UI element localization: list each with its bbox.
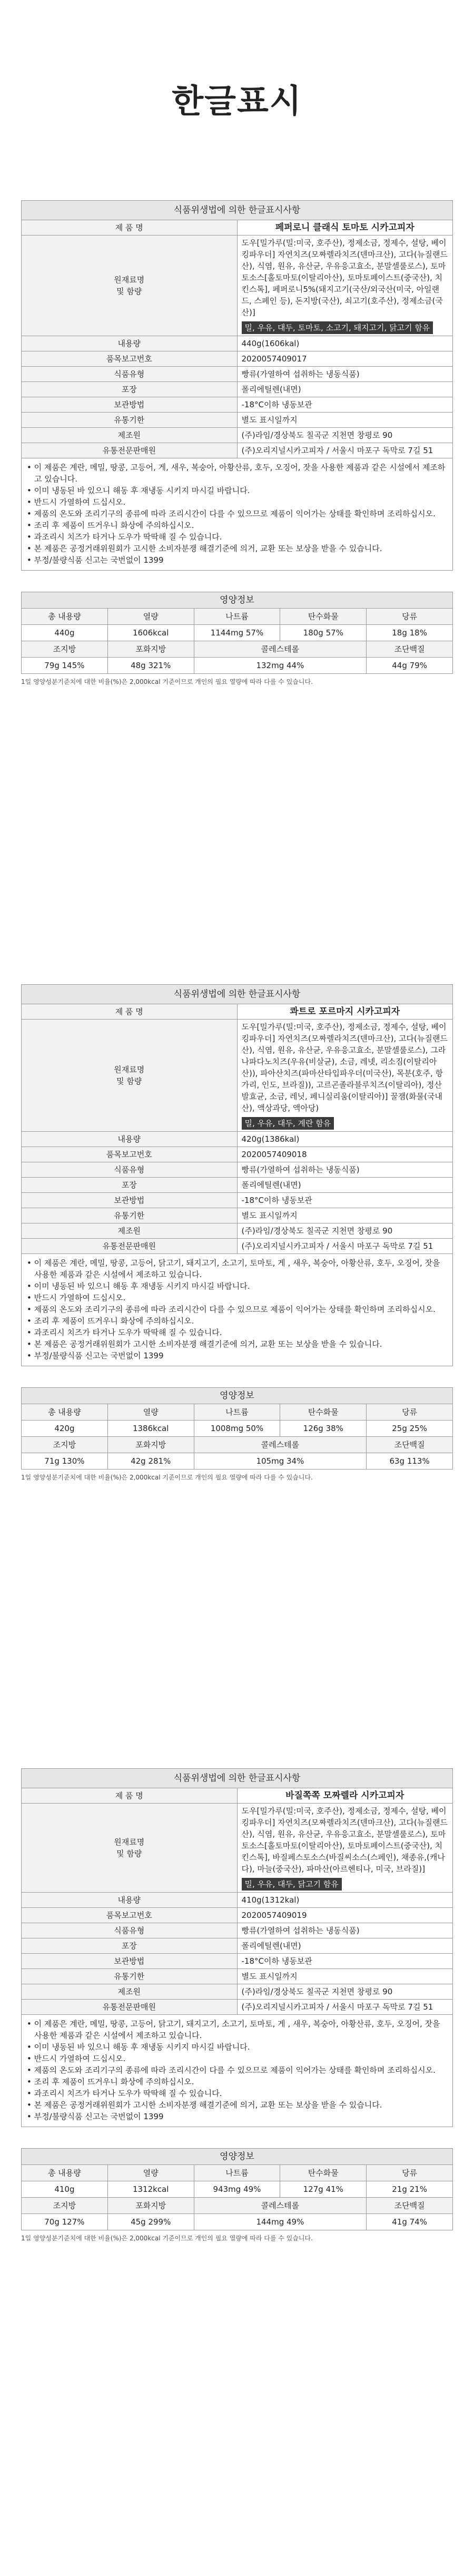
note-item: • 제품의 온도와 조리기구의 종류에 따라 조리시간이 다를 수 있으므로 제품이 익어가는 상태를 확인하며 조리하십시오. xyxy=(27,1305,436,1314)
label-header: 식품위생법에 의한 한글표시사항 xyxy=(22,1769,453,1788)
packaging-value: 폴리에틸렌(내면) xyxy=(237,1178,453,1193)
nut-head-satfat: 포화지방 xyxy=(107,2198,194,2214)
key-expiry: 유통기한 xyxy=(22,1969,238,1984)
notes-box xyxy=(21,1254,453,1366)
report-no-value: 2020057409017 xyxy=(237,351,453,367)
key-storage: 보관방법 xyxy=(22,397,238,413)
storage-value: -18°C이하 냉동보관 xyxy=(237,1193,453,1208)
nut-chol: 144mg 49% xyxy=(194,2214,367,2230)
label-header: 식품위생법에 의한 한글표시사항 xyxy=(22,201,453,220)
nut-head-total: 총 내용량 xyxy=(22,2165,108,2181)
product-name: 콰트로 포르마지 시카고피자 xyxy=(237,1004,453,1020)
key-packaging: 포장 xyxy=(22,1178,238,1193)
expiry-value: 별도 표시일까지 xyxy=(237,1208,453,1223)
key-type: 식품유형 xyxy=(22,1923,238,1938)
nut-chol: 105mg 34% xyxy=(194,1453,367,1470)
nut-head-satfat: 포화지방 xyxy=(107,1437,194,1453)
nut-head-carbs: 탄수화물 xyxy=(280,1404,367,1421)
food-label-table xyxy=(21,1768,453,2015)
allergen-badge: 밀, 우유, 대두, 토마토, 소고기, 돼지고기, 닭고기 함유 xyxy=(242,321,433,334)
note-item: • 제품의 온도와 조리기구의 종류에 따라 조리시간이 다를 수 있으므로 제품이 익어가는 상태를 확인하며 조리하십시오. xyxy=(27,2065,436,2075)
nut-head-total: 총 내용량 xyxy=(22,1404,108,1421)
nut-protein: 41g 74% xyxy=(367,2214,453,2230)
key-packaging: 포장 xyxy=(22,1938,238,1954)
nut-head-protein: 조단백질 xyxy=(367,1437,453,1453)
note-item: • 이미 냉동된 바 있으니 해동 후 재냉동 시키지 마시길 바랍니다. xyxy=(27,486,250,495)
nut-calories: 1312kcal xyxy=(107,2181,194,2198)
manufacturer-value: (주)라임/경상북도 칠곡군 지천면 창평로 90 xyxy=(237,1223,453,1239)
nut-protein: 44g 79% xyxy=(367,658,453,674)
key-volume: 내용량 xyxy=(22,1893,238,1908)
nut-head-fat: 조지방 xyxy=(22,2198,108,2214)
storage-value: -18°C이하 냉동보관 xyxy=(237,1954,453,1969)
ingredients-cell xyxy=(237,236,453,336)
note-item: • 조리 후 제품이 뜨거우니 화상에 주의하십시오. xyxy=(27,1316,194,1326)
key-report-no: 품목보고번호 xyxy=(22,1908,238,1923)
nut-head-carbs: 탄수화물 xyxy=(280,609,367,625)
nut-head-fat: 조지방 xyxy=(22,641,108,658)
label-header: 식품위생법에 의한 한글표시사항 xyxy=(22,985,453,1004)
note-item: • 제품의 온도와 조리기구의 종류에 따라 조리시간이 다를 수 있으므로 제품이 익어가는 상태를 확인하며 조리하십시오. xyxy=(27,509,436,518)
nut-sodium: 943mg 49% xyxy=(194,2181,280,2198)
key-manufacturer: 제조원 xyxy=(22,1984,238,2000)
product-section-3 xyxy=(21,1768,453,2242)
note-item: • 본 제품은 공정거래위원회가 고시한 소비자분쟁 해결기준에 의거, 교환 또는 보상을 받을 수 있습니다. xyxy=(27,1339,382,1349)
note-item: • 반드시 가열하여 드십시오. xyxy=(27,2054,126,2063)
note-item: • 부정/불량식품 신고는 국번없이 1399 xyxy=(27,2112,164,2121)
nut-carbs: 126g 38% xyxy=(280,1421,367,1437)
nut-head-protein: 조단백질 xyxy=(367,2198,453,2214)
note-item: • 조리 후 제품이 뜨거우니 화상에 주의하십시오. xyxy=(27,2077,194,2087)
expiry-value: 별도 표시일까지 xyxy=(237,413,453,428)
nut-carbs: 180g 57% xyxy=(280,625,367,641)
nut-head-sugar: 당류 xyxy=(367,609,453,625)
key-expiry: 유통기한 xyxy=(22,413,238,428)
note-item: • 이미 냉동된 바 있으니 해동 후 재냉동 시키지 마시길 바랍니다. xyxy=(27,2042,250,2052)
nut-head-chol: 콜레스테롤 xyxy=(194,641,367,658)
nut-total: 440g xyxy=(22,625,108,641)
note-item: • 이 제품은 계란, 메밀, 땅콩, 고등어, 닭고기, 돼지고기, 소고기, 토마토, 게 , 새우, 복숭아, 아황산류, 호두, 오징어, 잣을 사용한 제품과 같은 시설에서 제조하고 있습니다. xyxy=(27,1258,440,1279)
nut-total: 410g xyxy=(22,2181,108,2198)
volume-value: 440g(1606kal) xyxy=(237,336,453,351)
note-item: • 이 제품은 계란, 메밀, 땅콩, 고등어, 게, 새우, 복숭아, 아황산류, 호두, 오징어, 잣을 사용한 제품과 같은 시설에서 제조하고 있습니다. xyxy=(27,463,446,484)
manufacturer-value: (주)라임/경상북도 칠곡군 지천면 창평로 90 xyxy=(237,428,453,443)
notes-box xyxy=(21,458,453,571)
note-item: • 과조리시 치즈가 타거나 도우가 딱딱해 질 수 있습니다. xyxy=(27,532,222,542)
ingredients-cell xyxy=(237,1804,453,1893)
product-section-2 xyxy=(21,984,453,1482)
notes-list xyxy=(27,462,447,566)
key-product-name: 제 품 명 xyxy=(22,1788,238,1804)
report-no-value: 2020057409018 xyxy=(237,1147,453,1162)
note-item: • 조리 후 제품이 뜨거우니 화상에 주의하십시오. xyxy=(27,521,194,530)
ingredients-text: 도우[밀가루(밀:미국, 호주산), 정제소금, 정제수, 설탕, 베이킹파우더] 자연치즈(모짜렐라치즈(덴마크산), 고다(뉴질랜드산), 식염, 원유, 유산균, 우유응고효소, 분말셀룰로스), 토마토소스[홀토마토(이탈리아산), 토마토페이스트(중국산), 치킨스톡], 페퍼로니5%(돼지고기(국산/외국산(미국, 아일랜드, 스페인 등), 돈지방(국산), 쇠고기(호주산), 정제소금(국산)] xyxy=(241,238,448,317)
key-seller: 유통전문판매원 xyxy=(22,443,238,458)
nutrition-table xyxy=(21,592,453,674)
note-item: • 본 제품은 공정거래위원회가 고시한 소비자분쟁 해결기준에 의거, 교환 또는 보상을 받을 수 있습니다. xyxy=(27,544,382,553)
nutrition-footnote: 1일 영양성분기준치에 대한 비율(%)은 2,000kcal 기준이므로 개인의 필요 열량에 따라 다를 수 있습니다. xyxy=(21,678,313,685)
nut-satfat: 42g 281% xyxy=(107,1453,194,1470)
volume-value: 420g(1386kal) xyxy=(237,1132,453,1147)
key-manufacturer: 제조원 xyxy=(22,428,238,443)
note-item: • 부정/불량식품 신고는 국번없이 1399 xyxy=(27,555,164,565)
report-no-value: 2020057409019 xyxy=(237,1908,453,1923)
ingredients-text: 도우[밀가루(밀:미국, 호주산), 정제소금, 정제수, 설탕, 베이킹파우더] 자연치즈(모짜렐라치즈(덴마크산), 고다(뉴질랜드산), 식염, 원유, 유산균, 우유응고효소, 분말셀룰로스), 그라나파다노치즈(우유(비살균), 소금, 레넷, 리소짐(이탈리아산)), 파아산치즈(파마산타입파우더(미국산), 목분(호주, 항가리, 인도, 브라질)), 고르곤졸라블루치즈(이탈리아), 정산발효균, 소금, 레닛, 페니실리움(이탈리아)] 꿀잼(화물(국내산), 액상과당, 액아당) xyxy=(241,1022,448,1113)
nut-head-sodium: 나트륨 xyxy=(194,609,280,625)
nut-chol: 132mg 44% xyxy=(194,658,367,674)
nut-fat: 79g 145% xyxy=(22,658,108,674)
note-item: • 본 제품은 공정거래위원회가 고시한 소비자분쟁 해결기준에 의거, 교환 또는 보상을 받을 수 있습니다. xyxy=(27,2100,382,2110)
nut-calories: 1606kcal xyxy=(107,625,194,641)
nut-head-carbs: 탄수화물 xyxy=(280,2165,367,2181)
nut-head-chol: 콜레스테롤 xyxy=(194,2198,367,2214)
nut-sodium: 1144mg 57% xyxy=(194,625,280,641)
key-seller: 유통전문판매원 xyxy=(22,1239,238,1254)
packaging-value: 폴리에틸렌(내면) xyxy=(237,1938,453,1954)
type-value: 빵류(가열하여 섭취하는 냉동식품) xyxy=(237,1923,453,1938)
key-type: 식품유형 xyxy=(22,367,238,382)
nut-sugar: 25g 25% xyxy=(367,1421,453,1437)
storage-value: -18°C이하 냉동보관 xyxy=(237,397,453,413)
nut-head-calories: 열량 xyxy=(107,1404,194,1421)
key-storage: 보관방법 xyxy=(22,1193,238,1208)
food-label-table xyxy=(21,984,453,1254)
key-report-no: 품목보고번호 xyxy=(22,1147,238,1162)
nut-total: 420g xyxy=(22,1421,108,1437)
nut-head-total: 총 내용량 xyxy=(22,609,108,625)
nut-sodium: 1008mg 50% xyxy=(194,1421,280,1437)
nut-head-sodium: 나트륨 xyxy=(194,2165,280,2181)
nutrition-footnote: 1일 영양성분기준치에 대한 비율(%)은 2,000kcal 기준이므로 개인의 필요 열량에 따라 다를 수 있습니다. xyxy=(21,1474,313,1481)
note-item: • 부정/불량식품 신고는 국번없이 1399 xyxy=(27,1351,164,1360)
nutrition-title: 영양정보 xyxy=(22,592,453,609)
product-section-1 xyxy=(21,200,453,686)
note-item: • 반드시 가열하여 드십시오. xyxy=(27,1293,126,1302)
volume-value: 410g(1312kal) xyxy=(237,1893,453,1908)
key-storage: 보관방법 xyxy=(22,1954,238,1969)
product-name: 페퍼로니 클래식 토마토 시카고피자 xyxy=(237,220,453,236)
nutrition-title: 영양정보 xyxy=(22,2149,453,2165)
nut-head-protein: 조단백질 xyxy=(367,641,453,658)
key-seller: 유통전문판매원 xyxy=(22,2000,238,2015)
allergen-badge: 밀, 우유, 대두, 닭고기 함유 xyxy=(242,1878,342,1891)
ingredients-cell xyxy=(237,1020,453,1132)
nut-head-calories: 열량 xyxy=(107,609,194,625)
food-label-table xyxy=(21,200,453,458)
expiry-value: 별도 표시일까지 xyxy=(237,1969,453,1984)
page-title: 한글표시 xyxy=(172,82,302,120)
ingredients-text: 도우[밀가루(밀:미국, 호주산), 정제소금, 정제수, 설탕, 베이킹파우더] 자연치즈(모짜렐라치즈(덴마크산), 고다(뉴질랜드산), 식염, 원유, 유산균, 우유응고효소, 분말셀룰로스), 토마토소스[홀토마토(이탈리아산), 토마토페이스트(중국산), 치킨스톡], 바질페스토소스(바질씨소스(스페인), 채종유,(캐나다), 마늘(중국산), 파마산(아르헨티나, 미국, 브라질)] xyxy=(241,1806,448,1874)
nutrition-table xyxy=(21,2148,453,2230)
nut-head-satfat: 포화지방 xyxy=(107,641,194,658)
nut-satfat: 48g 321% xyxy=(107,658,194,674)
nut-sugar: 18g 18% xyxy=(367,625,453,641)
seller-value: (주)오리지널시카고피자 / 서울시 마포구 독막로 7길 51 xyxy=(237,2000,453,2015)
key-expiry: 유통기한 xyxy=(22,1208,238,1223)
note-item: • 반드시 가열하여 드십시오. xyxy=(27,497,126,507)
nut-head-calories: 열량 xyxy=(107,2165,194,2181)
seller-value: (주)오리지널시카고피자 / 서울시 마포구 독막로 7길 51 xyxy=(237,1239,453,1254)
nutrition-table xyxy=(21,1387,453,1470)
notes-list xyxy=(27,2018,447,2122)
notes-box xyxy=(21,2015,453,2127)
nut-calories: 1386kcal xyxy=(107,1421,194,1437)
type-value: 빵류(가열하여 섭취하는 냉동식품) xyxy=(237,1162,453,1178)
nut-head-chol: 콜레스테롤 xyxy=(194,1437,367,1453)
nut-head-sodium: 나트륨 xyxy=(194,1404,280,1421)
key-volume: 내용량 xyxy=(22,1132,238,1147)
note-item: • 과조리시 치즈가 타거나 도우가 딱딱해 질 수 있습니다. xyxy=(27,1328,222,1337)
nut-sugar: 21g 21% xyxy=(367,2181,453,2198)
note-item: • 이미 냉동된 바 있으니 해동 후 재냉동 시키지 마시길 바랍니다. xyxy=(27,1281,250,1291)
seller-value: (주)오리지널시카고피자 / 서울시 마포구 독막로 7길 51 xyxy=(237,443,453,458)
key-report-no: 품목보고번호 xyxy=(22,351,238,367)
key-product-name: 제 품 명 xyxy=(22,220,238,236)
nut-fat: 70g 127% xyxy=(22,2214,108,2230)
key-ingredients: 원재료명 및 함량 xyxy=(22,236,238,336)
nut-head-fat: 조지방 xyxy=(22,1437,108,1453)
key-ingredients: 원재료명 및 함량 xyxy=(22,1020,238,1132)
allergen-badge: 밀, 우유, 대두, 계란 함유 xyxy=(242,1117,334,1130)
packaging-value: 폴리에틸렌(내면) xyxy=(237,382,453,397)
nut-carbs: 127g 41% xyxy=(280,2181,367,2198)
manufacturer-value: (주)라임/경상북도 칠곡군 지천면 창평로 90 xyxy=(237,1984,453,2000)
type-value: 빵류(가열하여 섭취하는 냉동식품) xyxy=(237,367,453,382)
nutrition-footnote: 1일 영양성분기준치에 대한 비율(%)은 2,000kcal 기준이므로 개인의 필요 열량에 따라 다를 수 있습니다. xyxy=(21,2235,313,2242)
key-product-name: 제 품 명 xyxy=(22,1004,238,1020)
nut-head-sugar: 당류 xyxy=(367,1404,453,1421)
product-name: 바질쪽쪽 모짜렐라 시카고피자 xyxy=(237,1788,453,1804)
nut-satfat: 45g 299% xyxy=(107,2214,194,2230)
key-manufacturer: 제조원 xyxy=(22,1223,238,1239)
nut-protein: 63g 113% xyxy=(367,1453,453,1470)
notes-list xyxy=(27,1257,447,1362)
nutrition-title: 영양정보 xyxy=(22,1388,453,1404)
nut-head-sugar: 당류 xyxy=(367,2165,453,2181)
key-ingredients: 원재료명 및 함량 xyxy=(22,1804,238,1893)
nut-fat: 71g 130% xyxy=(22,1453,108,1470)
key-packaging: 포장 xyxy=(22,382,238,397)
key-volume: 내용량 xyxy=(22,336,238,351)
note-item: • 과조리시 치즈가 타거나 도우가 딱딱해 질 수 있습니다. xyxy=(27,2089,222,2098)
note-item: • 이 제품은 계란, 메밀, 땅콩, 고등어, 닭고기, 돼지고기, 소고기, 토마토, 게 , 새우, 복숭아, 아황산류, 호두, 오징어, 잣을 사용한 제품과 같은 시설에서 제조하고 있습니다. xyxy=(27,2019,440,2040)
key-type: 식품유형 xyxy=(22,1162,238,1178)
